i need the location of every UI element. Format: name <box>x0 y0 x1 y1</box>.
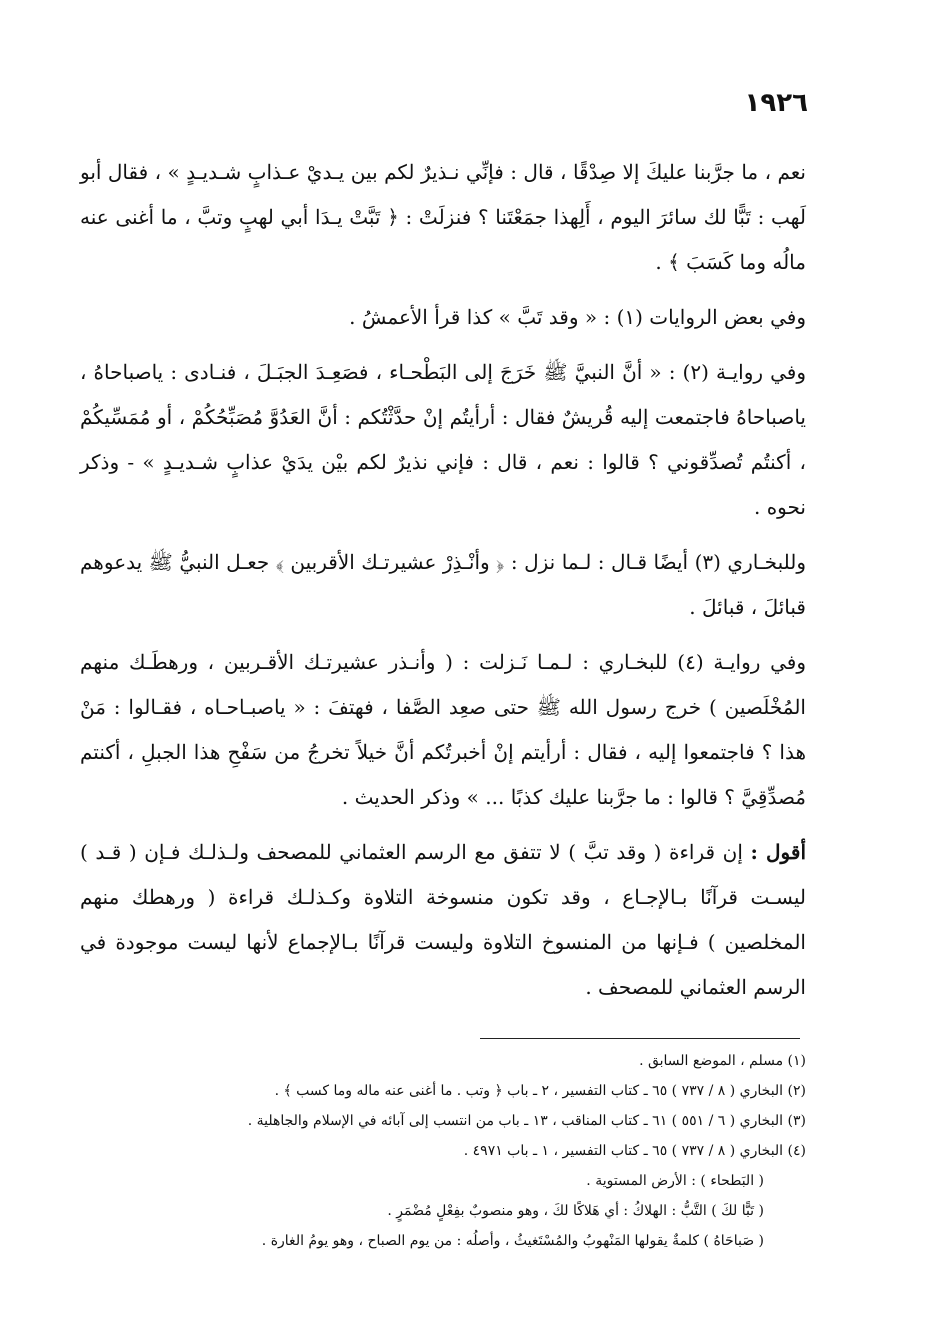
footnote: (١) مسلم ، الموضع السابق . <box>639 1053 806 1069</box>
paragraph-lead: أقول : <box>750 840 807 864</box>
page-number: ١٩٢٦ <box>744 88 808 118</box>
paragraph-text: نعم ، ما جرَّبنا عليكَ إلا صِدْقًا ، قال : فإنِّي نـذيرٌ لكم بين يـديْ عـذابٍ شـديـدٍ » ، فقال أبو لَهب : تَبًّا لك سائرَ اليوم ، أَلِهذا جمَعْتَنا ؟ فنزلَتْ : ﴿ تَبَّتْ يـدَا أبي لهبٍ وتبَّ ، ما أغنى عنه مالُه وما كَسَبَ ﴾ . <box>80 160 806 274</box>
paragraph-text: إن قراءة ( وقد تبَّ ) لا تتفق مع الرسم العثماني للمصحف ولـذلـك فـإن ( قـد ) ليسـت قرآنًا بـالإجـاع ، وقد تكون منسوخة التلاوة وكـذلـك قراءة ( ورهطك منهم المخلصين ) فـإنها من المنسوخ التلاوة وليست قرآنًا بـالإجماع لأنها ليست موجودة في الرسم العثماني للمصحف . <box>80 840 806 999</box>
footnote: (٣) البخاري ( ٦ / ٥٥١ ) ٦١ ـ كتاب المناقب ، ١٣ ـ باب من انتسب إلى آبائه في الإسلام والجاهلية . <box>247 1113 806 1129</box>
paragraph-text: وفي بعض الروايات (١) : « وقد تَبَّ » كذا قرأ الأعمشُ . <box>349 305 806 329</box>
footnote-divider <box>480 1038 800 1039</box>
footnote-gloss: ( صَباحَاهُ ) كلمةٌ يقولها المَنْهوبُ والمُسْتَغيثُ ، وأصلُه : من يوم الصباح ، وهو يومُ الغارة . <box>261 1233 764 1249</box>
paragraph <box>80 295 806 340</box>
paragraph <box>80 640 806 820</box>
footnote-gloss: ( تَبًّا لكَ ) التَّبُّ : الهلاكُ : أي هَلاكًا لكَ ، وهو منصوبٌ بفِعْلٍ مُضْمَرٍ . <box>387 1203 764 1219</box>
paragraph <box>80 830 806 1010</box>
paragraph <box>80 350 806 530</box>
paragraph <box>80 150 806 285</box>
footnote: (٤) البخاري ( ٨ / ٧٣٧ ) ٦٥ ـ كتاب التفسير ، ١ ـ باب ٤٩٧١ . <box>463 1143 806 1159</box>
footnotes <box>80 1046 806 1256</box>
paragraph-text: وللبخـاري (٣) أيضًا قـال : لـما نزل : ﴿ وأنْـذِرْ عشيرتـك الأقربين ﴾ جعـل النبيُّ ﷺ يدعوهم قبائلَ ، قبائلَ . <box>80 550 806 619</box>
paragraph <box>80 540 806 630</box>
main-text <box>80 150 806 1020</box>
footnote: (٢) البخاري ( ٨ / ٧٣٧ ) ٦٥ ـ كتاب التفسير ، ٢ ـ باب ﴿ وتب . ما أغنى عنه ماله وما كسب ﴾ . <box>274 1083 806 1099</box>
footnote-gloss: ( البَطحاء ) : الأرض المستوية . <box>586 1173 764 1189</box>
paragraph-text: وفي روايـة (٢) : « أنَّ النبيَّ ﷺ خَرَجَ إلى البَطْحـاء ، فصَعِـدَ الجبَـلَ ، فنـادى : ياصباحاهُ ، ياصباحاهُ فاجتمعت إليه قُريشٌ فقال : أرأيتُم إنْ حدَّثْتُكم : أنَّ العَدُوَّ مُصَبِّحُكُمْ ، أو مُمَسِّيكُمْ ، أكنتُم تُصدِّقوني ؟ قالوا : نعم ، قال : فإني نذيرٌ لكم بيْن يدَيْ عذابٍ شـديـدٍ » - وذكر نحوه . <box>80 360 806 519</box>
paragraph-text: وفي روايـة (٤) للبخـاري : لـمـا نَـزلت : ( وأنـذر عشيرتـك الأقـربين ، ورهطَـك منهم المُخْلَصين ) خرج رسول الله ﷺ حتى صعِد الصَّفا ، فهتفَ : « ياصبـاحـاه ، فقـالوا : مَنْ هذا ؟ فاجتمعوا إليه ، فقال : أرأيتم إنْ أخبرتُكم أنَّ خيلاً تخرجُ من سَفْحِ هذا الجبلِ ، أكنتم مُصدِّقِيَّ ؟ قالوا : ما جرَّبنا عليك كذبًا ... » وذكر الحديث . <box>80 650 806 809</box>
